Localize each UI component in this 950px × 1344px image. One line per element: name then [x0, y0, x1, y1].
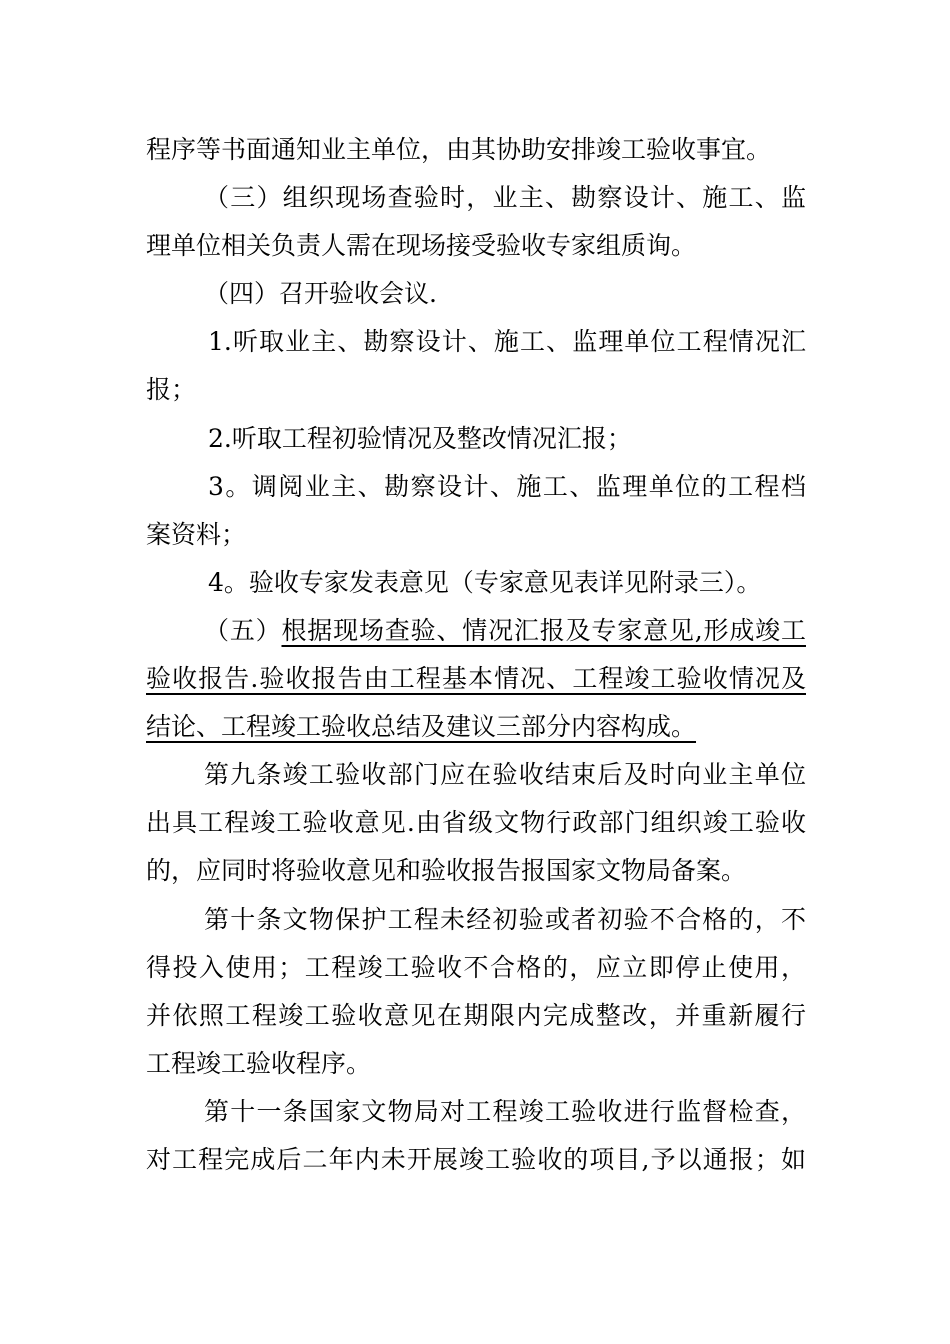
section-marker: （五）: [204, 615, 282, 645]
text-line: 对工程完成后二年内未开展竣工验收的项目,予以通报；如: [146, 1144, 806, 1174]
text-line: 4。验收专家发表意见（专家意见表详见附录三）。: [208, 567, 762, 597]
text-line: 第九条竣工验收部门应在验收结束后及时向业主单位: [204, 760, 806, 790]
text-line: 的，应同时将验收意见和验收报告报国家文物局备案。: [146, 856, 747, 886]
text-line: （三）组织现场查验时，业主、勘察设计、施工、监: [204, 183, 806, 213]
text-line: 并依照工程竣工验收意见在期限内完成整改，并重新履行: [146, 1000, 806, 1030]
text-line: 第十条文物保护工程未经初验或者初验不合格的，不: [204, 904, 806, 934]
text-line: （四）召开验收会议.: [204, 279, 437, 309]
text-line: 1.听取业主、勘察设计、施工、监理单位工程情况汇: [208, 327, 806, 357]
body-text: [146, 126, 806, 1184]
text-line: 案资料；: [146, 519, 247, 549]
underlined-text: 根据现场查验、情况汇报及专家意见,形成竣工: [281, 615, 806, 645]
text-line: [146, 607, 806, 655]
text-line: 得投入使用；工程竣工验收不合格的，应立即停止使用，: [146, 952, 806, 982]
text-line: 出具工程竣工验收意见.由省级文物行政部门组织竣工验收: [146, 808, 806, 838]
underlined-text-line: 验收报告.验收报告由工程基本情况、工程竣工验收情况及: [146, 664, 806, 694]
text-line: 报；: [146, 375, 197, 405]
text-line: 程序等书面通知业主单位，由其协助安排竣工验收事宜。: [146, 135, 772, 164]
underlined-text-line: 结论、工程竣工验收总结及建议三部分内容构成。: [146, 712, 697, 742]
text-line: 第十一条国家文物局对工程竣工验收进行监督检查，: [204, 1096, 806, 1126]
text-line: 2.听取工程初验情况及整改情况汇报；: [208, 423, 632, 453]
text-line: 3。调阅业主、勘察设计、施工、监理单位的工程档: [208, 471, 806, 501]
text-line: 工程竣工验收程序。: [146, 1048, 372, 1078]
text-line: 理单位相关负责人需在现场接受验收专家组质询。: [146, 231, 697, 261]
